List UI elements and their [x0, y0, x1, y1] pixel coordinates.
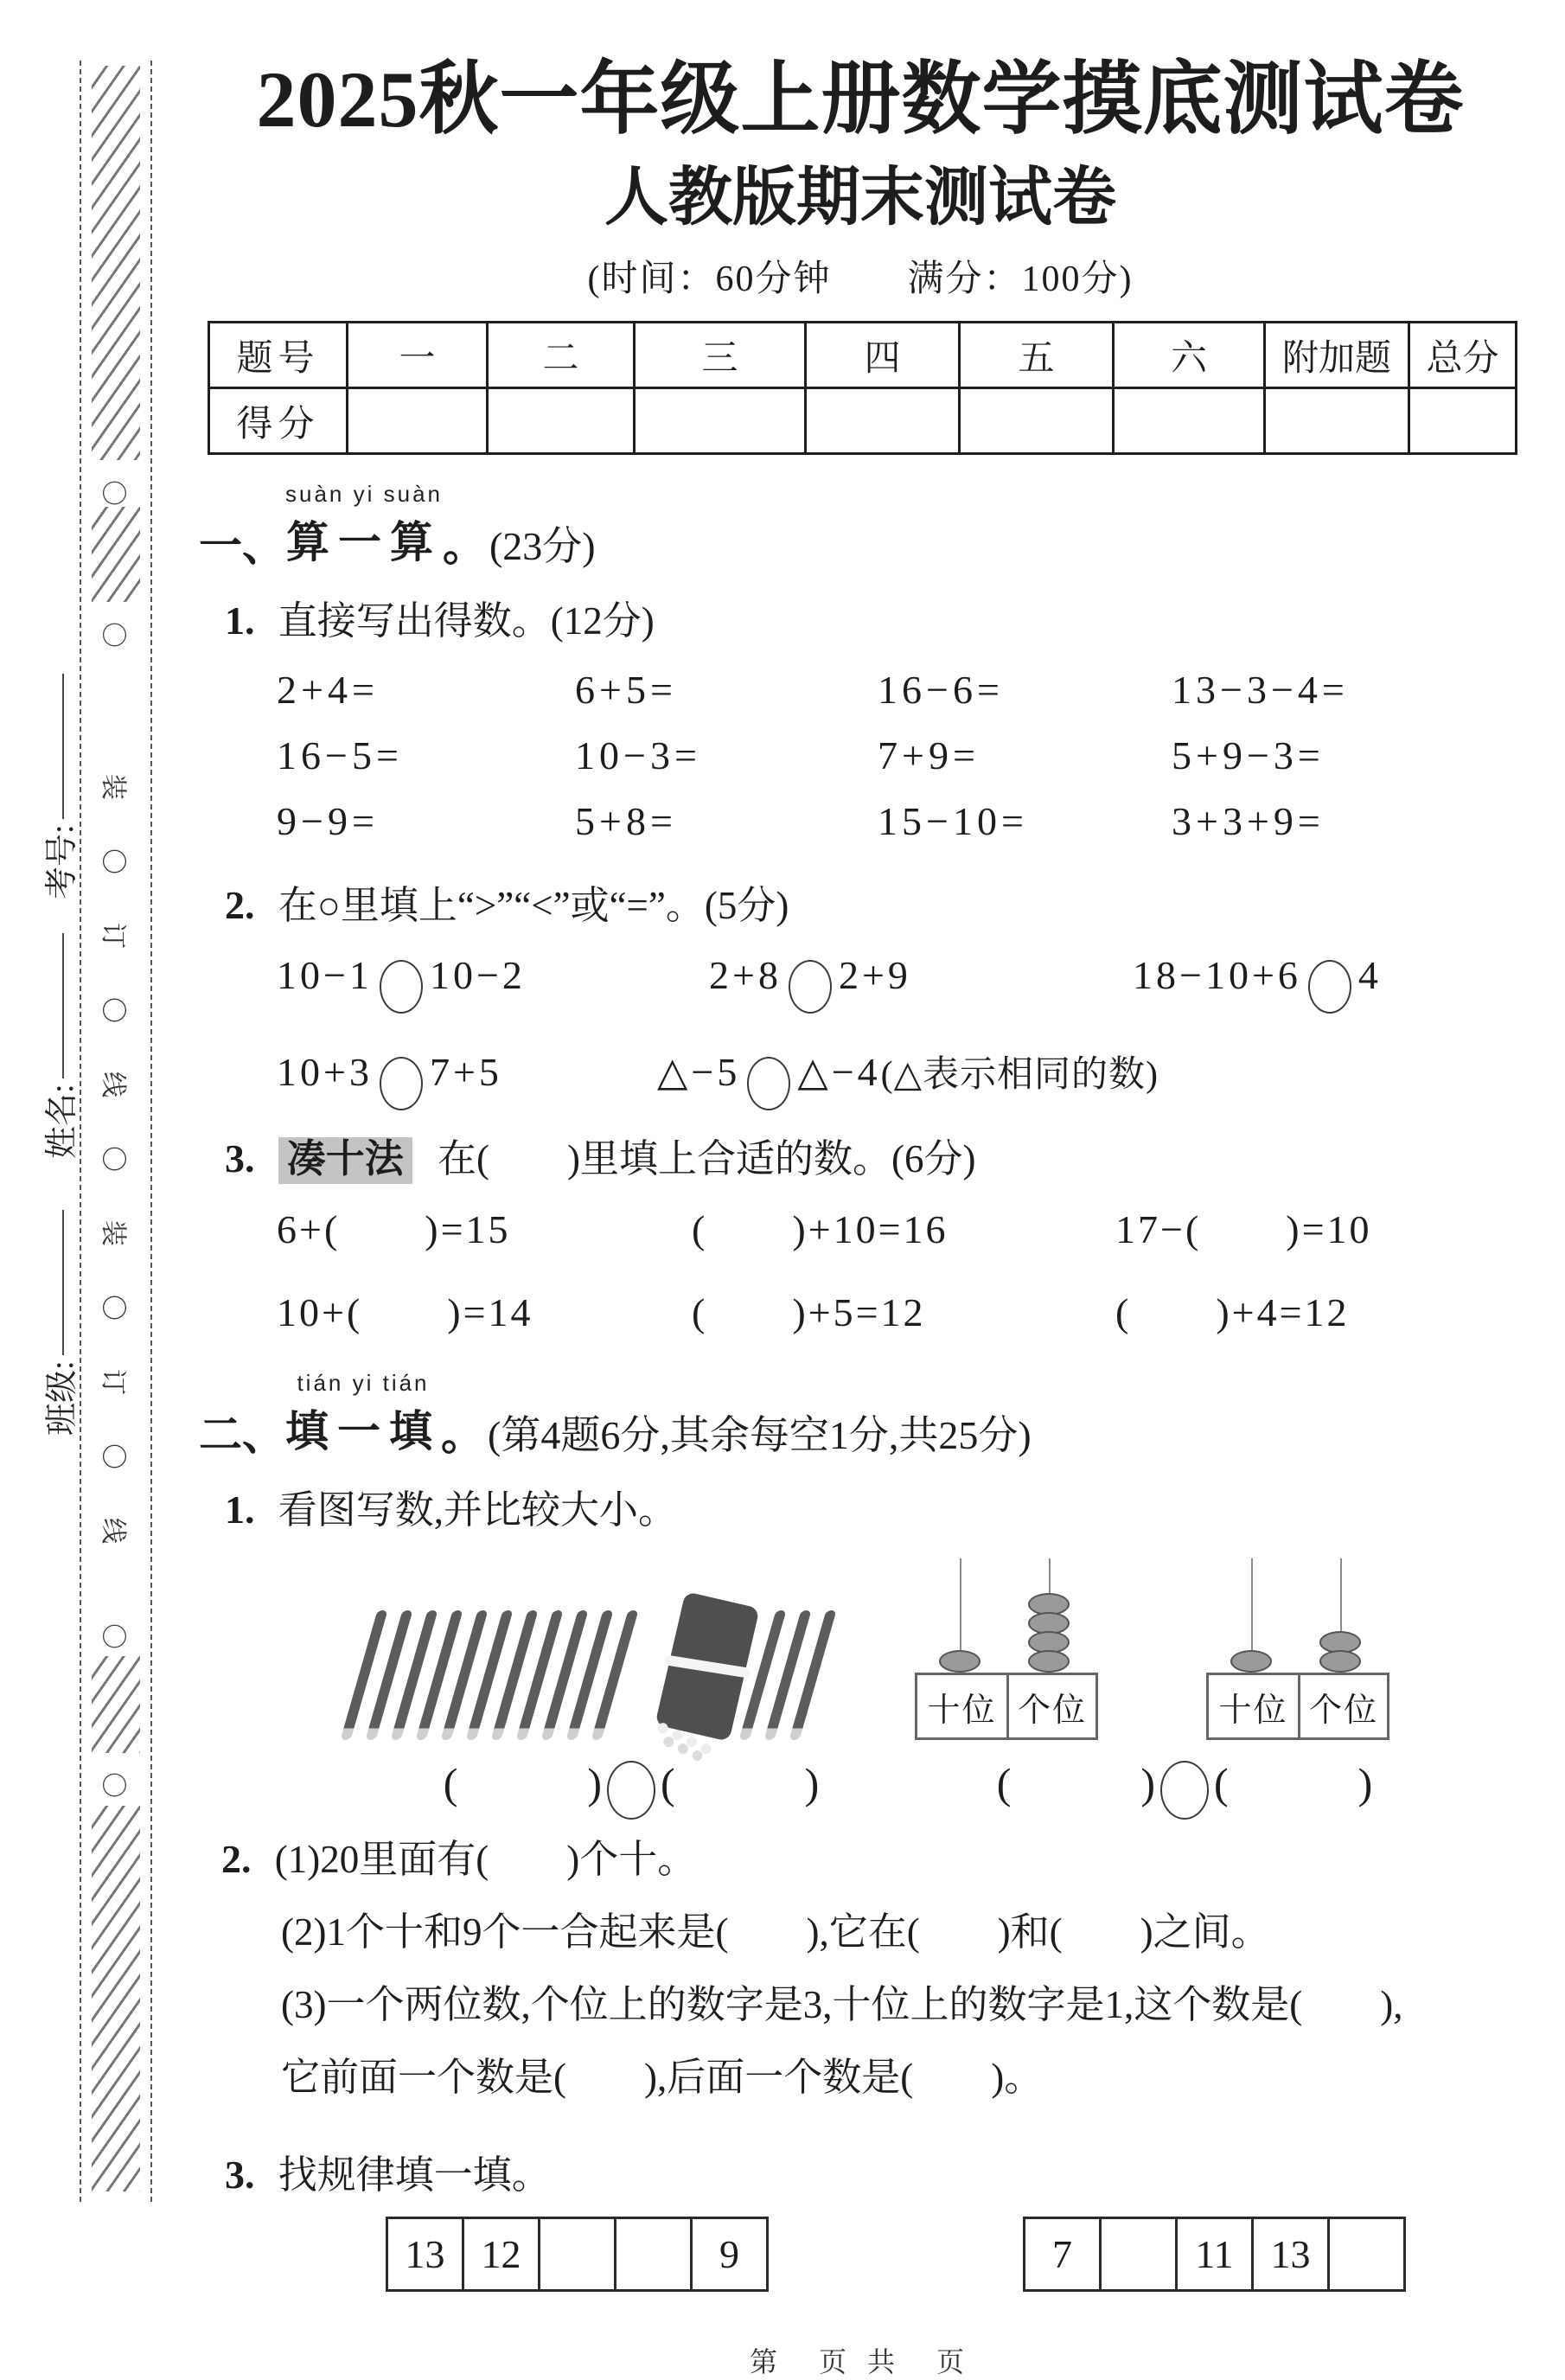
question-text: 直接写出得数。(12分): [278, 599, 655, 643]
comparison-item: [709, 948, 1133, 1001]
sequence-cell: 12: [463, 2218, 540, 2291]
question-2-3: [225, 2143, 1522, 2199]
binding-circle-icon: 〇: [99, 480, 127, 506]
sequence-cell: [540, 2218, 616, 2291]
question-1-3: [225, 1127, 1522, 1183]
figure-answer-row: [199, 1749, 1522, 1811]
comparison-left: △−5: [657, 1050, 741, 1095]
question-text: 在○里填上“>”“<”或“=”。(5分): [278, 884, 789, 928]
question-text: 看图写数,并比较大小。: [278, 1488, 678, 1532]
score-blank-cell: [488, 388, 635, 454]
question-number: 3.: [225, 1136, 255, 1181]
pinyin-annotation: tián yi tián: [297, 1370, 430, 1397]
comparison-circle: [380, 960, 423, 1014]
student-name-label: [35, 899, 82, 1159]
score-blank-cell: [635, 388, 806, 454]
ones-rod: [1004, 1558, 1093, 1673]
binding-circle-icon: 〇: [99, 1443, 127, 1469]
sequence-cell: 13: [1253, 2218, 1329, 2291]
comparison-right: 4: [1357, 952, 1382, 997]
abacus-bead: [1230, 1650, 1272, 1673]
binding-char: 装: [99, 1220, 127, 1246]
math-problem: 2+4=: [277, 668, 379, 713]
abacus-bead: [1319, 1650, 1361, 1673]
place-value-abacus-1: [915, 1558, 1098, 1740]
question-number: 1.: [225, 598, 255, 643]
question-number: 1.: [225, 1488, 255, 1532]
score-header-cell: 题号: [209, 323, 348, 388]
score-header-cell: 五: [960, 323, 1114, 388]
comparison-item: [657, 1045, 1159, 1098]
score-header-cell: 附加题: [1265, 323, 1409, 388]
fill-blank-problem: ( )+4=12: [1115, 1290, 1350, 1335]
score-table-score-row: [209, 388, 1517, 454]
score-blank-cell: [1114, 388, 1265, 454]
section-points: (23分): [489, 524, 596, 569]
score-header-cell: 总分: [1409, 323, 1517, 388]
score-blank-cell: [1409, 388, 1517, 454]
comparison-circle: [1160, 1761, 1209, 1820]
answer-blank: ( ): [1214, 1759, 1373, 1808]
math-problem: 16−5=: [277, 733, 403, 778]
math-problem: 10−3=: [575, 733, 701, 778]
binding-circle-icon: 〇: [99, 622, 127, 648]
comparison-note: (△表示相同的数): [880, 1055, 1159, 1096]
sequence-cell: 7: [1025, 2218, 1101, 2291]
binding-char: 装: [99, 774, 127, 800]
question-line: (3)一个两位数,个位上的数字是3,十位上的数字是1,这个数是( ),: [281, 1983, 1403, 2027]
section-1-heading: [199, 481, 1522, 570]
time-score-line: (时间：60分钟 满分：100分): [587, 259, 1134, 300]
binding-circle-icon: 〇: [99, 848, 127, 874]
answer-blank: ( ): [443, 1759, 602, 1808]
comparison-right: 10−2: [429, 952, 526, 997]
question-number: 2.: [225, 883, 255, 928]
question-line: (2)1个十和9个一合起来是( ),它在( )和( )之间。: [281, 1910, 1270, 1955]
question-line: [221, 1823, 1522, 1896]
pinyin-annotation: suàn yi suàn: [285, 481, 443, 508]
spacer: [769, 2217, 1023, 2292]
section-number: 一、: [199, 521, 285, 571]
score-header-cell: 四: [806, 323, 960, 388]
section-number: 二、: [199, 1411, 285, 1460]
fill-blank-problem: ( )+5=12: [692, 1290, 926, 1335]
score-row-label: 得分: [209, 388, 348, 454]
class-label: [35, 1176, 82, 1436]
hatch-marks: [92, 66, 140, 460]
section-title-with-pinyin: [285, 481, 443, 570]
binding-line-text: [81, 768, 150, 1550]
question-line: 它前面一个数是( ),后面一个数是( )。: [281, 2056, 1044, 2100]
comparison-item: [277, 948, 709, 1001]
comparison-right: △−4: [797, 1050, 881, 1095]
place-value-box: [1206, 1673, 1389, 1740]
arithmetic-problem-grid: [277, 657, 1522, 854]
sequence-cell: [616, 2218, 692, 2291]
hatch-marks: [92, 507, 140, 602]
comparison-item: [277, 1045, 657, 1098]
score-table: [208, 321, 1517, 455]
student-name-blank: [62, 933, 64, 1078]
score-blank-cell: [348, 388, 488, 454]
tens-rod: [1206, 1558, 1295, 1673]
binding-circle-icon: 〇: [99, 1772, 127, 1798]
binding-char: 线: [99, 1518, 127, 1544]
exam-number-text: 考号:: [44, 824, 80, 899]
abacus-answer-group: [977, 1749, 1392, 1811]
math-problem: 7+9=: [878, 733, 980, 778]
fill-blank-row: [277, 1275, 1522, 1344]
binding-char: 订: [99, 1369, 127, 1395]
score-blank-cell: [1265, 388, 1409, 454]
sequence-cell: 11: [1177, 2218, 1253, 2291]
comparison-circle: [1308, 960, 1351, 1014]
question-number: 2.: [221, 1837, 252, 1882]
fill-blank-problem: 17−( )=10: [1115, 1207, 1372, 1252]
binding-circle-icon: 〇: [99, 1146, 127, 1172]
hatch-marks: [92, 1656, 140, 1753]
ones-place-label: 个位: [1006, 1675, 1096, 1737]
comparison-left: 18−10+6: [1133, 952, 1301, 997]
section-title: 算一算: [285, 518, 442, 567]
binding-char: 线: [99, 1072, 127, 1097]
comparison-left: 10+3: [277, 1049, 373, 1094]
math-problem: 15−10=: [878, 799, 1028, 844]
question-number: 3.: [225, 2153, 255, 2198]
answer-blank: ( ): [996, 1759, 1155, 1808]
abacus-bead: [939, 1650, 981, 1673]
place-value-box: [915, 1673, 1098, 1740]
comparison-right: 2+9: [838, 952, 911, 997]
question-2-1: [225, 1478, 1522, 1534]
sequence-cell: [1329, 2218, 1405, 2291]
section-2-heading: [199, 1370, 1522, 1459]
tens-place-label: 十位: [927, 1692, 997, 1729]
sequence-cell: 9: [692, 2218, 768, 2291]
counting-figures: [359, 1553, 1522, 1740]
comparison-right: 7+5: [429, 1049, 502, 1094]
math-problem: 13−3−4=: [1172, 668, 1349, 713]
math-problem: 6+5=: [575, 668, 677, 713]
math-problem: 5+8=: [575, 799, 677, 844]
binding-char: 订: [99, 923, 127, 949]
ones-rod: [1295, 1558, 1384, 1673]
comparison-left: 2+8: [709, 952, 782, 997]
math-problem: 16−6=: [878, 668, 1004, 713]
paper-title: 2025秋一年级上册数学摸底测试卷: [256, 55, 1465, 144]
loose-sticks-group: [359, 1610, 635, 1740]
question-text: 找规律填一填。: [278, 2153, 551, 2198]
section-title: 填一填: [285, 1407, 441, 1456]
score-blank-cell: [960, 388, 1114, 454]
fill-blank-problem: 6+( )=15: [277, 1207, 511, 1252]
comparison-circle: [607, 1761, 655, 1820]
answer-blank: ( ): [661, 1759, 820, 1808]
method-tag: 凑十法: [278, 1137, 412, 1184]
extra-sticks: [757, 1610, 833, 1740]
binding-circle-icon: 〇: [99, 997, 127, 1023]
score-header-cell: 六: [1114, 323, 1265, 388]
question-text: (1)20里面有( )个十。: [274, 1838, 697, 1882]
math-problem: 3+3+9=: [1172, 799, 1325, 844]
comparison-circle: [789, 960, 832, 1014]
student-name-text: 姓名:: [44, 1084, 80, 1159]
comparison-circle: [380, 1057, 423, 1110]
math-problem: 9−9=: [277, 799, 379, 844]
sequence-cell: [1101, 2218, 1177, 2291]
section-title-with-pinyin: [285, 1370, 441, 1459]
ones-place-label: 个位: [1298, 1675, 1387, 1737]
sequence-cell: 13: [387, 2218, 463, 2291]
bundle-sticks-group: [669, 1598, 833, 1740]
binding-strip: [80, 61, 152, 2202]
fill-blank-row: [277, 1192, 1522, 1261]
binding-circle-icon: 〇: [99, 1623, 127, 1649]
fill-blank-problem: ( )+10=16: [692, 1207, 949, 1252]
tens-place-label: 十位: [1218, 1692, 1288, 1729]
binding-circle-icon: 〇: [99, 1295, 127, 1321]
comparison-left: 10−1: [277, 952, 373, 997]
abacus-rods: [1206, 1558, 1389, 1673]
comparison-row: [277, 1035, 1522, 1108]
question-1-1: [225, 589, 1522, 645]
hatch-marks: [92, 1806, 140, 2191]
score-header-cell: 二: [488, 323, 635, 388]
sequence-table-2: [1023, 2217, 1406, 2292]
class-blank: [62, 1210, 64, 1355]
comparison-circle: [747, 1057, 790, 1110]
class-text: 班级:: [44, 1360, 80, 1436]
fill-blank-problem: 10+( )=14: [277, 1290, 533, 1335]
paper-content: [199, 0, 1522, 2380]
comparison-item: [1133, 948, 1382, 1001]
paper-subtitle: 人教版期末测试卷: [604, 163, 1116, 234]
tens-rod: [915, 1558, 1004, 1673]
sequence-table-1: [386, 2217, 769, 2292]
score-header-cell: 一: [348, 323, 488, 388]
abacus-rods: [915, 1558, 1098, 1673]
section-title-period: 。: [442, 521, 486, 571]
place-value-abacus-2: [1206, 1558, 1389, 1740]
score-header-cell: 三: [635, 323, 806, 388]
question-text: 在( )里填上合适的数。(6分): [438, 1137, 976, 1181]
math-problem: 5+9−3=: [1172, 733, 1325, 778]
section-points: (第4题6分,其余每空1分,共25分): [488, 1413, 1032, 1458]
section-title-period: 。: [441, 1411, 484, 1460]
score-blank-cell: [806, 388, 960, 454]
exam-number-label: [35, 640, 82, 899]
question-1-2: [225, 873, 1522, 930]
comparison-row: [277, 938, 1522, 1011]
page-footer: 第 页 共 页: [749, 2346, 971, 2378]
exam-number-blank: [62, 674, 64, 819]
question-2-2: [199, 1823, 1522, 2114]
sequence-tables-row: [386, 2217, 1522, 2292]
sticks-answer-group: [329, 1749, 934, 1811]
abacus-bead: [1028, 1650, 1070, 1673]
score-table-header-row: [209, 323, 1517, 388]
